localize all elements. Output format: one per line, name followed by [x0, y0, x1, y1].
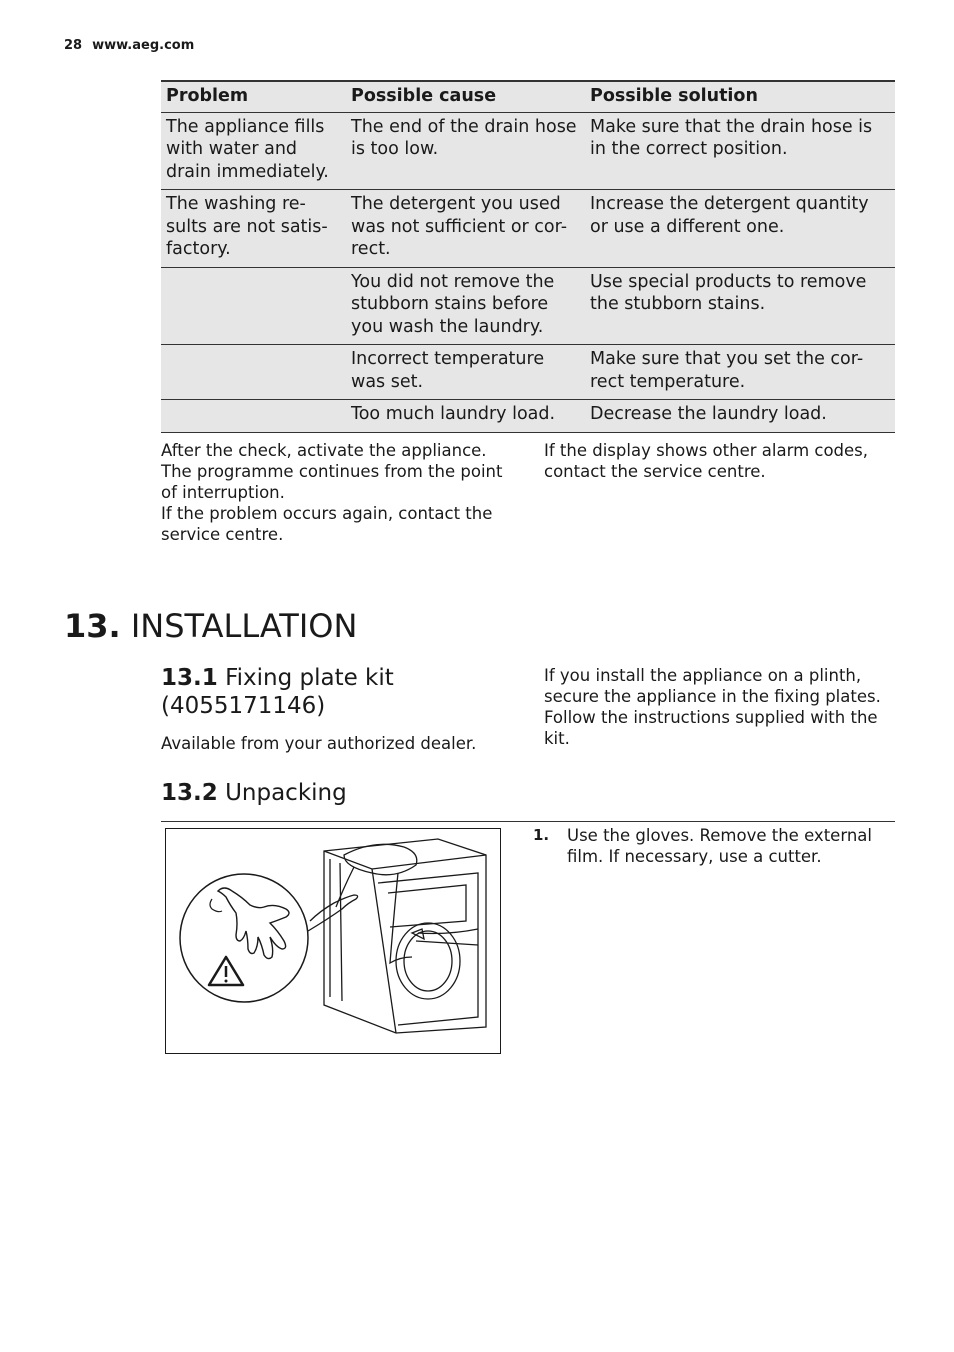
page-number: 28 — [64, 38, 83, 53]
subsection-heading-fixing-plate — [161, 664, 521, 720]
troubleshooting-table — [161, 80, 895, 433]
cause-cell: Too much laundry load. — [346, 400, 585, 433]
problem-cell — [161, 345, 346, 400]
problem-cell — [161, 267, 346, 345]
subsection-title: Unpacking — [225, 780, 347, 806]
after-check-line: If the problem occurs again, contact the service centre. — [161, 504, 493, 544]
table-row — [161, 267, 895, 345]
gloves-icon — [180, 874, 308, 1002]
step-number: 1. — [533, 826, 550, 844]
solution-cell: Use special products to remove the stubborn stains. — [585, 267, 895, 345]
cause-cell: The detergent you used was not sufficient or cor-rect. — [346, 190, 585, 268]
solution-cell: Make sure that the drain hose is in the correct position. — [585, 112, 895, 190]
header-url: www.aeg.com — [92, 38, 195, 53]
cause-cell: The end of the drain hose is too low. — [346, 112, 585, 190]
page-header — [64, 38, 194, 53]
after-check-text — [161, 440, 521, 545]
solution-cell: Decrease the laundry load. — [585, 400, 895, 433]
problem-cell — [161, 400, 346, 433]
solution-cell: Increase the detergent quantity or use a different one. — [585, 190, 895, 268]
section-divider — [161, 821, 895, 822]
washing-machine-drawing — [308, 839, 486, 1033]
section-title: INSTALLATION — [130, 607, 358, 645]
cause-cell: Incorrect temperature was set. — [346, 345, 585, 400]
table-header-row — [161, 81, 895, 112]
column-header-problem: Problem — [161, 81, 346, 112]
table-row — [161, 190, 895, 268]
table-row — [161, 345, 895, 400]
subsection-number: 13.1 — [161, 665, 218, 691]
dealer-text: Available from your authorized dealer. — [161, 734, 477, 753]
after-check-line: After the check, activate the appliance. — [161, 441, 487, 460]
illustration-svg — [166, 829, 500, 1053]
table-row — [161, 400, 895, 433]
subsection-title: Fixing plate kit (4055171146) — [161, 665, 394, 719]
cause-cell: You did not remove the stubborn stains before you wash the laundry. — [346, 267, 585, 345]
table-row — [161, 112, 895, 190]
after-check-line: The programme continues from the point of interruption. — [161, 462, 503, 502]
subsection-heading-unpacking — [161, 779, 521, 807]
column-header-solution: Possible solution — [585, 81, 895, 112]
subsection-number: 13.2 — [161, 780, 218, 806]
section-number: 13. — [64, 607, 121, 645]
column-header-cause: Possible cause — [346, 81, 585, 112]
solution-cell: Make sure that you set the cor-rect temperature. — [585, 345, 895, 400]
step-text: Use the gloves. Remove the external film. If necessary, use a cutter. — [567, 826, 872, 866]
washing-machine-unpacking-illustration — [165, 828, 501, 1054]
problem-cell: The washing re-sults are not satis-factory. — [161, 190, 346, 268]
section-heading — [64, 604, 357, 648]
problem-cell: The appliance fills with water and drain immediately. — [161, 112, 346, 190]
alarm-codes-text: If the display shows other alarm codes, contact the service centre. — [544, 441, 869, 481]
plinth-text: If you install the appliance on a plinth, secure the appliance in the fixing plates. Follow the instructions supplied with the kit. — [544, 666, 881, 748]
